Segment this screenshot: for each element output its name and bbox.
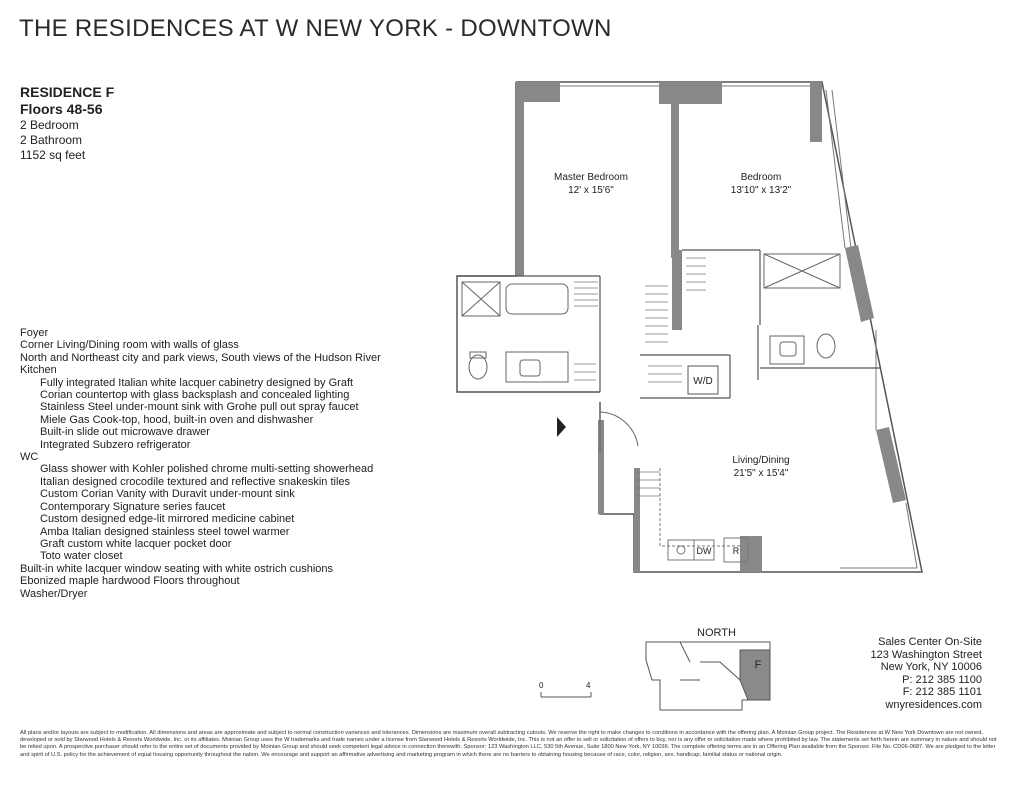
washer-dryer-label: W/D <box>693 376 713 387</box>
scale-end: 4 <box>586 681 591 690</box>
feature-item: Kitchen <box>20 364 57 377</box>
bath-fixtures-2 <box>764 254 840 364</box>
feature-item: Ebonized maple hardwood Floors throughout <box>20 575 240 588</box>
feature-subitem: Toto water closet <box>40 550 123 563</box>
scale-bar <box>541 692 591 697</box>
key-plan-unit-highlight <box>740 650 770 700</box>
master-bedroom-label: Master Bedroom <box>554 172 628 183</box>
bath-fixtures-1 <box>462 282 568 382</box>
residence-bathrooms: 2 Bathroom <box>20 133 83 147</box>
residence-bedrooms: 2 Bedroom <box>20 118 79 132</box>
page-title: THE RESIDENCES AT W NEW YORK - DOWNTOWN <box>19 15 612 42</box>
feature-subitem: Built-in slide out microwave drawer <box>40 426 210 439</box>
sales-line: 123 Washington Street <box>870 648 982 661</box>
bedroom-label: Bedroom <box>740 172 782 183</box>
living-dining-label: Living/Dining <box>732 455 790 466</box>
closets <box>574 258 706 496</box>
bedroom-dimensions: 13'10" x 13'2" <box>730 185 792 196</box>
feature-subitem: Contemporary Signature series faucet <box>40 500 226 513</box>
sales-fax: F: 212 385 1101 <box>902 686 982 699</box>
legal-disclaimer: All plans and/or layouts are subject to modification. All dimensions and areas are approximate and subject to normal construction variances and tolerances. Dimensions are maximum overall subtracting cutouts. We reserve the right to make changes to conditions in accordance with the offering plan. A Moinian Group project. The Residences at W New York Downtown are not owned, developed or sold by Starwood Hotels & Resorts Worldwide, Inc. or its affiliates. Moinian Group uses the W trademarks and trade names under a license from Starwood Hotels & Resorts Worldwide, Inc. This is not an offer to sell or solicitation of offers to buy, nor is any offer or solicitation made where prohibited by law. The statements set forth herein are summary in nature and should not be relied upon. A prospective purchaser should refer to the entire set of documents provided by Moinian Group and should seek competent legal advice in connection therewith. Sponsor: 123 Washington LLC, 530 5th Avenue, Suite 1800 New York, NY 10036. The complete offering terms are in an Offering Plan available from the Sponsor. File No. CD06-0687. We are pledged to the letter and spirit of U.S. policy for the achievement of equal housing opportunity throughout the nation. We encourage and support an affirmative advertising and marketing program in which there are no barriers to obtaining housing because of race, color, religion, sex, handicap, familial status or national origin. <box>20 730 997 758</box>
master-bedroom-dimensions: 12' x 15'6" <box>568 185 614 196</box>
exterior-walls <box>457 82 922 572</box>
windows <box>560 86 917 568</box>
feature-subitem: Integrated Subzero refrigerator <box>40 438 191 451</box>
dishwasher-label: DW <box>696 546 712 556</box>
sales-line: Sales Center On-Site <box>878 636 982 648</box>
feature-subitem: Italian designed crocodile textured and reflective snakeskin tiles <box>40 475 351 488</box>
refrigerator-label: R <box>732 546 740 556</box>
feature-subitem: Amba Italian designed stainless steel towel warmer <box>40 525 290 538</box>
feature-item: Built-in white lacquer window seating with white ostrich cushions <box>20 562 334 575</box>
sales-phone: P: 212 385 1100 <box>902 673 982 686</box>
feature-item: WC <box>20 451 39 464</box>
feature-item: Corner Living/Dining room with walls of glass <box>20 339 239 352</box>
feature-subitem: Graft custom white lacquer pocket door <box>40 537 232 550</box>
residence-name: RESIDENCE F <box>20 84 115 100</box>
entry-arrow-icon <box>557 417 566 437</box>
entry-door <box>600 412 638 452</box>
residence-area: 1152 sq feet <box>20 148 86 162</box>
living-dining-dimensions: 21'5" x 15'4" <box>733 468 789 479</box>
feature-subitem: Miele Gas Cook-top, hood, built-in oven and dishwasher <box>40 413 314 426</box>
feature-subitem: Glass shower with Kohler polished chrome multi-setting showerhead <box>40 463 374 476</box>
sales-line: New York, NY 10006 <box>880 661 982 674</box>
north-label: NORTH <box>697 627 736 639</box>
wall-blocks <box>516 82 906 572</box>
feature-subitem: Custom designed edge-lit mirrored medicine cabinet <box>40 513 295 526</box>
feature-item: Foyer <box>20 327 49 339</box>
feature-subitem: Custom Corian Vanity with Duravit under-mount sink <box>40 488 295 501</box>
feature-subitem: Corian countertop with glass backsplash and concealed lighting <box>40 389 350 402</box>
sales-center-info <box>871 636 983 712</box>
feature-item: North and Northeast city and park views, South views of the Hudson River <box>20 351 381 364</box>
feature-subitem: Stainless Steel under-mount sink with Grohe pull out spray faucet <box>40 401 359 414</box>
sales-website: wnyresidences.com <box>885 698 982 711</box>
feature-item: Washer/Dryer <box>20 587 88 600</box>
scale-start: 0 <box>539 681 544 690</box>
residence-floors: Floors 48-56 <box>20 101 103 117</box>
key-plan-unit-label: F <box>754 659 762 671</box>
feature-subitem: Fully integrated Italian white lacquer cabinetry designed by Graft <box>40 376 354 389</box>
